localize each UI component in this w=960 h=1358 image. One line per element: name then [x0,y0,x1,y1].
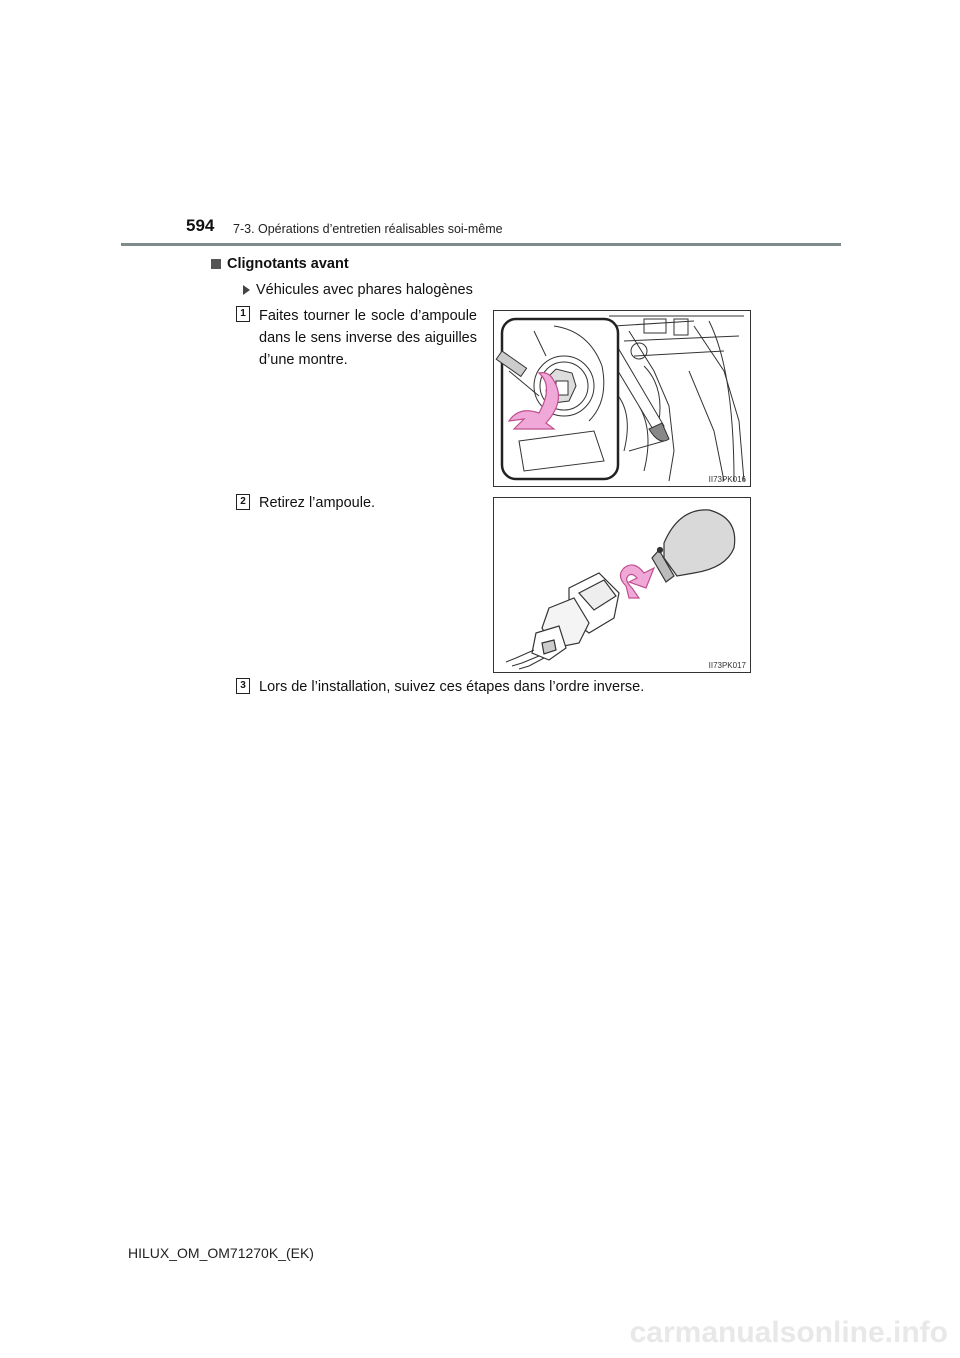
section-heading [211,256,349,272]
header-title: 7-3. Opérations d’entretien réalisables soi-même [233,222,503,236]
sub-heading [243,282,473,298]
headlight-socket-illustration [494,311,750,486]
step-text-2: Retirez l’ampoule. [259,495,376,511]
step-badge-3: 3 [236,678,250,694]
step-badge-2: 2 [236,494,250,510]
header-rule [121,243,841,246]
step-text-3: Lors de l’installation, suivez ces étapes dans l’ordre inverse. [259,679,645,695]
sub-heading-text: Véhicules avec phares halogènes [256,282,473,298]
square-bullet-icon [211,259,221,269]
step-text-1: Faites tourner le socle d’ampoule dans le sens inverse des aiguilles d’une montre. [259,308,477,368]
figure-code-2: II73PK017 [708,661,746,670]
svg-text:carmanualsonline.info: carmanualsonline.info [629,1316,948,1349]
footer-doc-code: HILUX_OM_OM71270K_(EK) [128,1245,314,1261]
figure-bulb-removal [493,497,751,673]
page-number: 594 [186,216,215,235]
triangle-bullet-icon [243,285,250,295]
watermark-logo [0,1300,960,1358]
step-badge-1: 1 [236,306,250,322]
figure-headlight-socket [493,310,751,487]
section-heading-text: Clignotants avant [227,256,349,272]
bulb-removal-illustration [494,498,750,672]
figure-code-1: II73PK016 [708,475,746,484]
